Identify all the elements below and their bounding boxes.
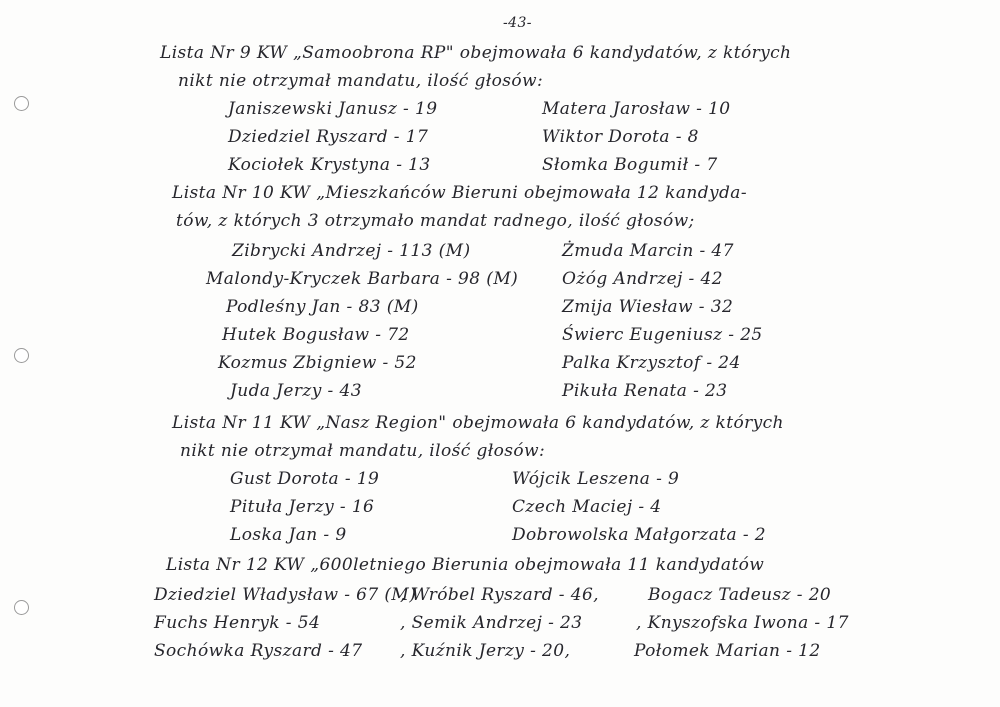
- candidate-entry: Hutek Bogusław - 72: [222, 325, 410, 345]
- page-number: -43-: [503, 15, 532, 31]
- candidate-entry: Loska Jan - 9: [230, 525, 347, 545]
- candidate-entry: Świerc Eugeniusz - 25: [562, 325, 763, 345]
- punch-hole: [14, 348, 29, 363]
- candidate-entry: , Semik Andrzej - 23: [400, 613, 583, 633]
- candidate-entry: Juda Jerzy - 43: [230, 381, 362, 401]
- candidate-entry: Dziedziel Władysław - 67 (M): [154, 585, 417, 605]
- candidate-entry: Czech Maciej - 4: [512, 497, 662, 517]
- candidate-entry: Pikuła Renata - 23: [562, 381, 728, 401]
- candidate-entry: , Knyszofska Iwona - 17: [636, 613, 849, 633]
- candidate-entry: Zibrycki Andrzej - 113 (M): [232, 241, 471, 261]
- candidate-entry: , Wróbel Ryszard - 46,: [400, 585, 599, 605]
- candidate-entry: Żmuda Marcin - 47: [562, 241, 734, 261]
- punch-hole: [14, 600, 29, 615]
- candidate-entry: , Kuźnik Jerzy - 20,: [400, 641, 571, 661]
- list12-heading: Lista Nr 12 KW „600letniego Bierunia obejmowała 11 kandydatów: [166, 555, 765, 575]
- candidate-entry: Dobrowolska Małgorzata - 2: [512, 525, 767, 545]
- candidate-entry: Zmija Wiesław - 32: [562, 297, 734, 317]
- candidate-entry: Matera Jarosław - 10: [542, 99, 731, 119]
- candidate-entry: Wiktor Dorota - 8: [542, 127, 699, 147]
- candidate-entry: Bogacz Tadeusz - 20: [648, 585, 832, 605]
- candidate-entry: Wójcik Leszena - 9: [512, 469, 680, 489]
- list11-subheading: nikt nie otrzymał mandatu, ilość głosów:: [180, 441, 546, 461]
- list9-heading: Lista Nr 9 KW „Samoobrona RP" obejmowała 6 kandydatów, z których: [160, 43, 792, 63]
- candidate-entry: Podleśny Jan - 83 (M): [226, 297, 419, 317]
- candidate-entry: Pituła Jerzy - 16: [230, 497, 375, 517]
- candidate-entry: Malondy-Kryczek Barbara - 98 (M): [206, 269, 519, 289]
- list9-subheading: nikt nie otrzymał mandatu, ilość głosów:: [178, 71, 544, 91]
- candidate-entry: Gust Dorota - 19: [230, 469, 380, 489]
- candidate-entry: Kociołek Krystyna - 13: [228, 155, 431, 175]
- list10-heading: Lista Nr 10 KW „Mieszkańców Bieruni obejmowała 12 kandyda-: [172, 183, 747, 203]
- punch-hole: [14, 96, 29, 111]
- candidate-entry: Janiszewski Janusz - 19: [228, 99, 438, 119]
- candidate-entry: Sochówka Ryszard - 47: [154, 641, 363, 661]
- candidate-entry: Fuchs Henryk - 54: [154, 613, 321, 633]
- candidate-entry: Dziedziel Ryszard - 17: [228, 127, 429, 147]
- list10-subheading: tów, z których 3 otrzymało mandat radnego, ilość głosów;: [176, 211, 695, 231]
- candidate-entry: Kozmus Zbigniew - 52: [218, 353, 417, 373]
- candidate-entry: Ożóg Andrzej - 42: [562, 269, 723, 289]
- list11-heading: Lista Nr 11 KW „Nasz Region" obejmowała 6 kandydatów, z których: [172, 413, 784, 433]
- candidate-entry: Połomek Marian - 12: [634, 641, 821, 661]
- candidate-entry: Słomka Bogumił - 7: [542, 155, 718, 175]
- candidate-entry: Palka Krzysztof - 24: [562, 353, 741, 373]
